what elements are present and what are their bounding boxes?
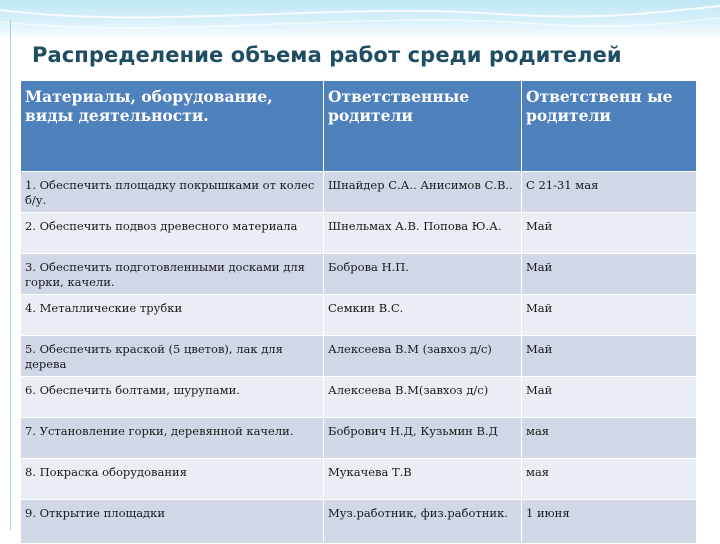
cell-activity: 6. Обеспечить болтами, шурупами. <box>21 377 324 418</box>
cell-responsible: Боброва Н.П. <box>324 254 522 295</box>
table-row <box>21 500 697 544</box>
table-header-row <box>21 81 697 172</box>
cell-activity: 3. Обеспечить подготовленными досками для горки, качели. <box>21 254 324 295</box>
table-row <box>21 336 697 377</box>
cell-responsible: Муз.работник, физ.работник. <box>324 500 522 544</box>
cell-responsible: Мукачева Т.В <box>324 459 522 500</box>
cell-date: С 21-31 мая <box>522 172 697 213</box>
cell-date: Май <box>522 336 697 377</box>
cell-responsible: Алексеева В.М (завхоз д/с) <box>324 336 522 377</box>
cell-activity: 7. Установление горки, деревянной качели. <box>21 418 324 459</box>
table-row <box>21 418 697 459</box>
table-row <box>21 377 697 418</box>
cell-responsible: Шнельмах А.В. Попова Ю.А. <box>324 213 522 254</box>
cell-responsible: Алексеева В.М(завхоз д/с) <box>324 377 522 418</box>
cell-activity: 4. Металлические трубки <box>21 295 324 336</box>
header-activity: Материалы, оборудование, виды деятельности. <box>21 81 324 172</box>
cell-date: Май <box>522 377 697 418</box>
cell-responsible: Семкин В.С. <box>324 295 522 336</box>
cell-responsible: Шнайдер С.А.. Анисимов С.В.. <box>324 172 522 213</box>
table-row <box>21 172 697 213</box>
header-responsible: Ответственные родители <box>324 81 522 172</box>
table-row <box>21 459 697 500</box>
responsibility-table <box>20 80 697 544</box>
table-row <box>21 213 697 254</box>
cell-activity: 8. Покраска оборудования <box>21 459 324 500</box>
cell-date: Май <box>522 213 697 254</box>
cell-activity: 1. Обеспечить площадку покрышками от колес б/у. <box>21 172 324 213</box>
cell-date: мая <box>522 418 697 459</box>
cell-responsible: Бобрович Н.Д, Кузьмин В.Д <box>324 418 522 459</box>
cell-activity: 9. Открытие площадки <box>21 500 324 544</box>
slide-side-line <box>10 20 11 530</box>
cell-date: 1 июня <box>522 500 697 544</box>
wave-decoration <box>0 0 720 40</box>
cell-activity: 2. Обеспечить подвоз древесного материала <box>21 213 324 254</box>
table-row <box>21 295 697 336</box>
cell-activity: 5. Обеспечить краской (5 цветов), лак для дерева <box>21 336 324 377</box>
slide-top-decoration <box>0 0 720 40</box>
slide-title: Распределение объема работ среди родителей <box>32 43 622 67</box>
header-responsible-2: Ответственн ые родители <box>522 81 697 172</box>
cell-date: Май <box>522 254 697 295</box>
cell-date: Май <box>522 295 697 336</box>
cell-date: мая <box>522 459 697 500</box>
table-row <box>21 254 697 295</box>
